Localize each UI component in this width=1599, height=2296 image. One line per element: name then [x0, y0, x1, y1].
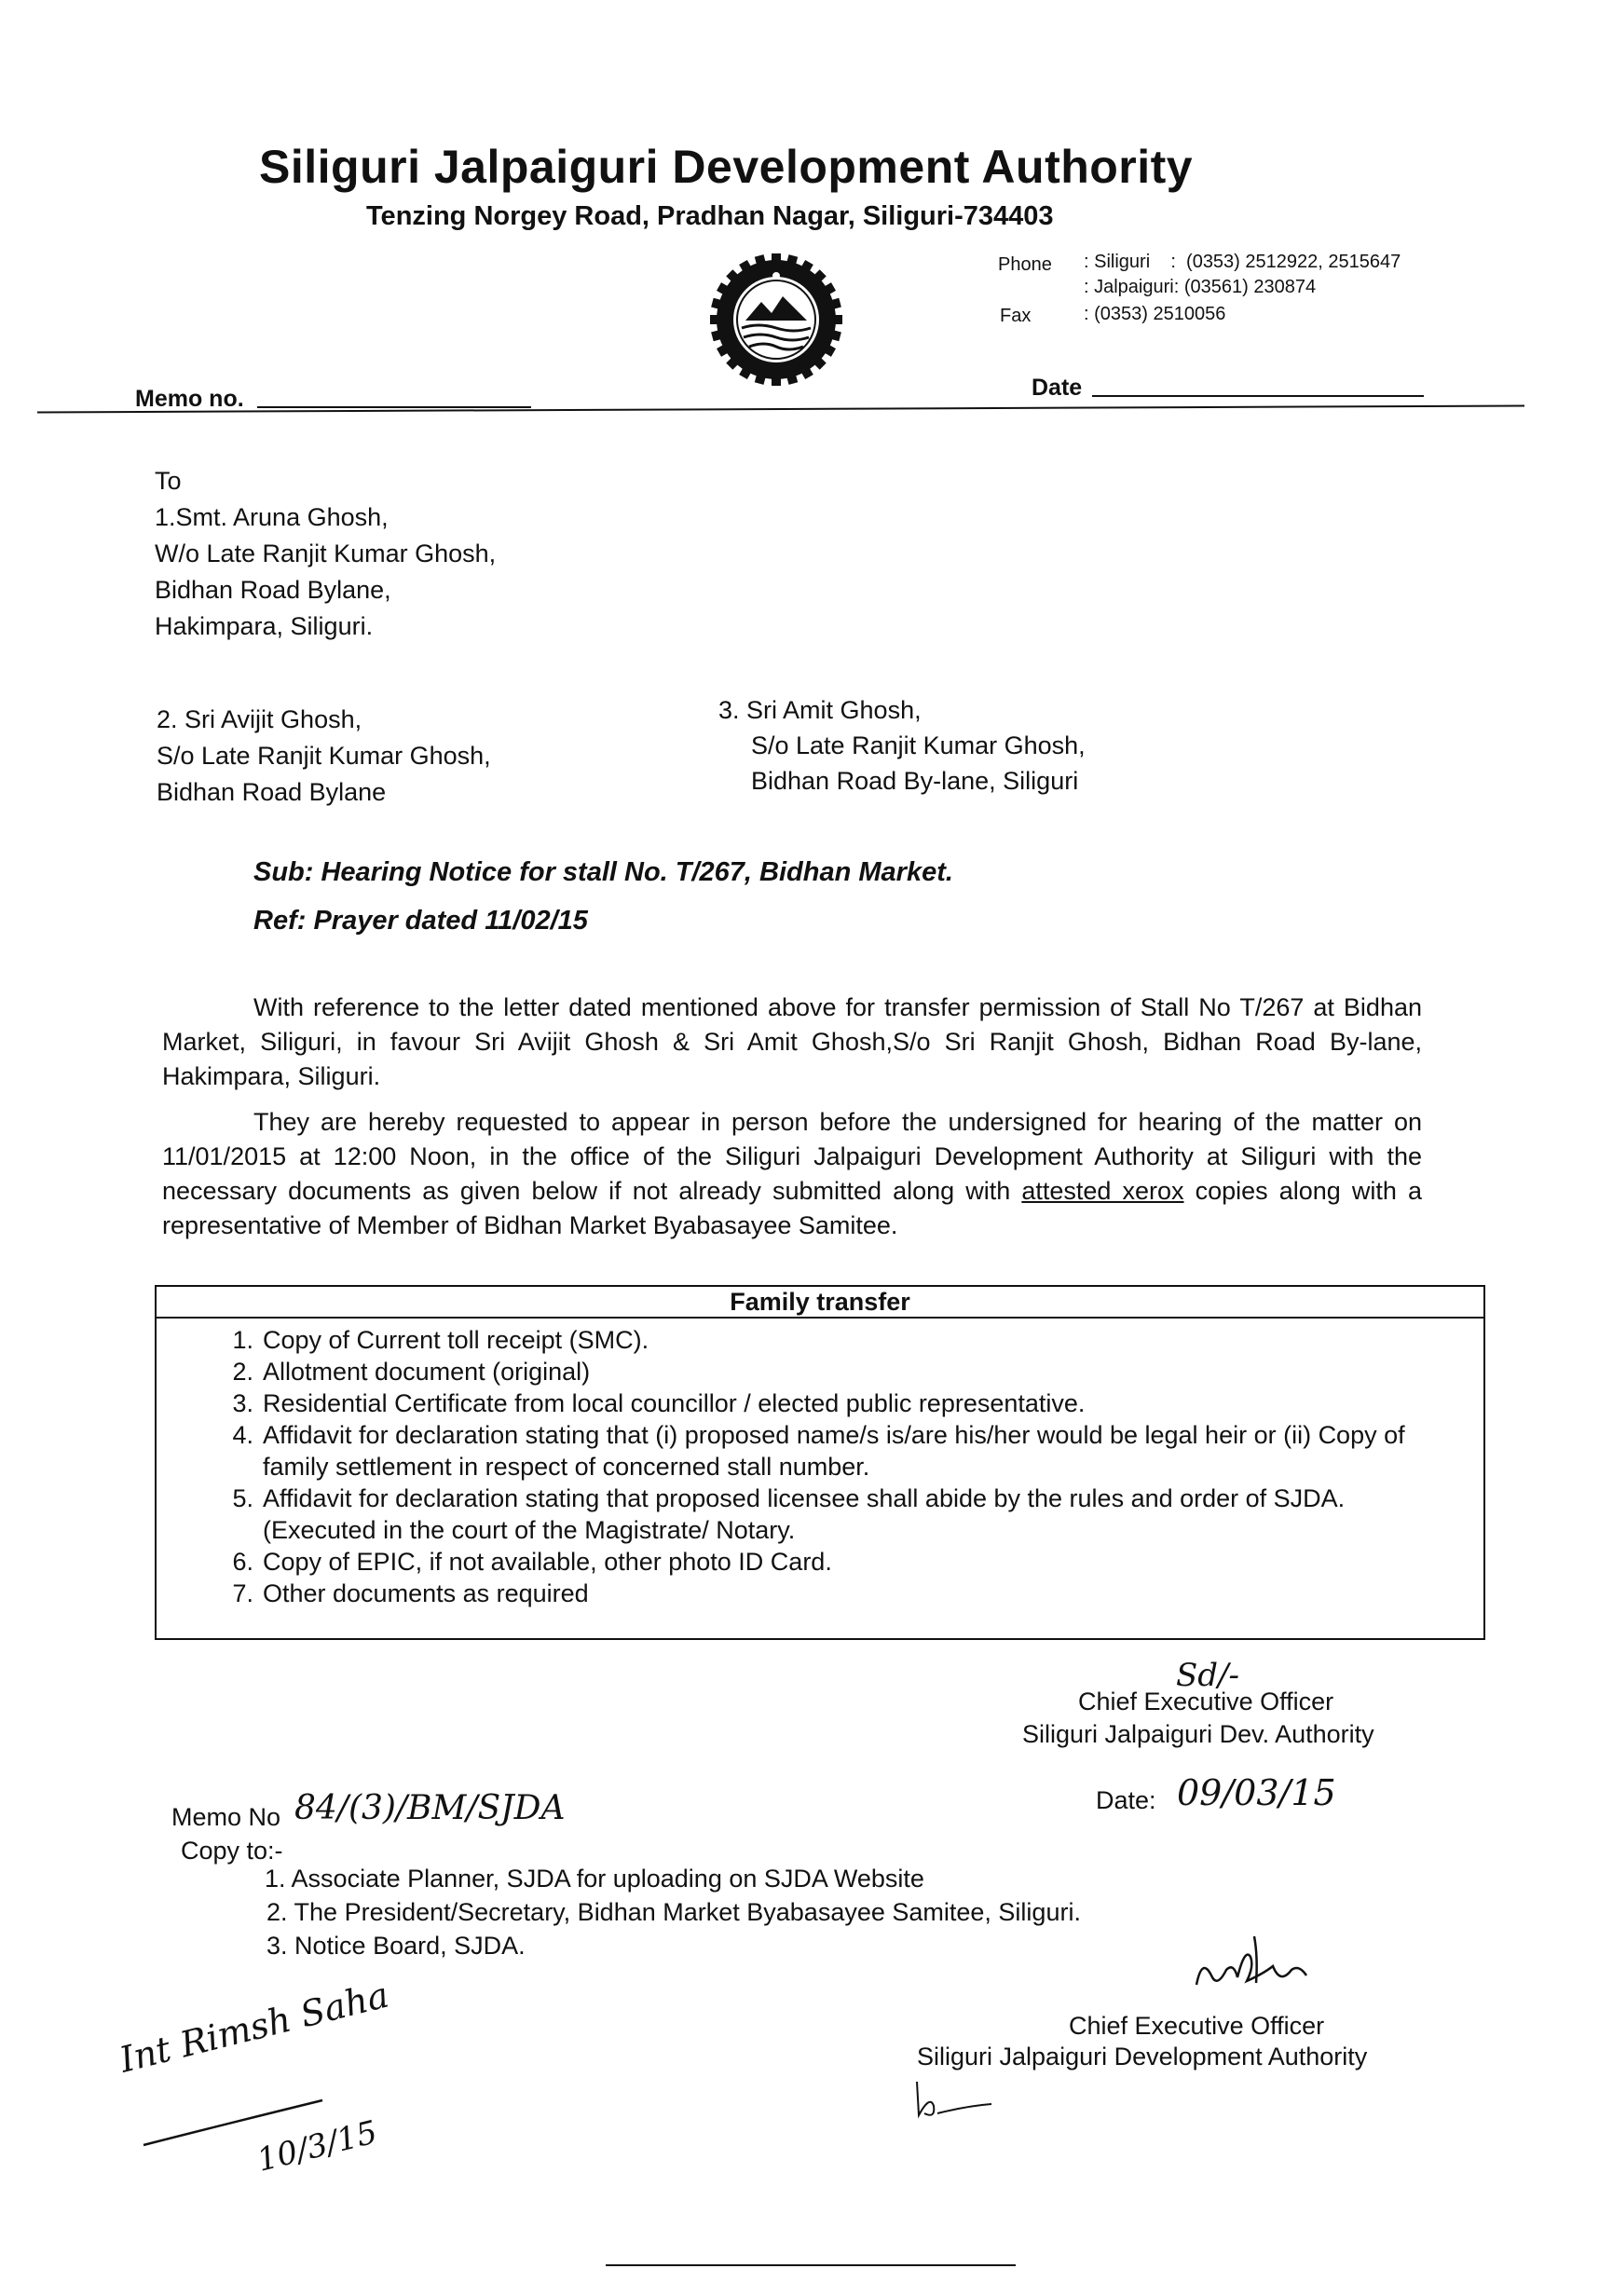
copy-item-text: Notice Board, SJDA.: [294, 1932, 526, 1960]
memo-no-label: Memo No: [171, 1803, 281, 1831]
date-blank-line: [1092, 395, 1424, 397]
list-item: [212, 1546, 1461, 1578]
recipient-3-name: 3. Sri Amit Ghosh,: [718, 696, 922, 724]
memo-no-handwritten: 84/(3)/BM/SJDA: [294, 1789, 566, 1827]
list-item-text: Affidavit for declaration stating that (i) proposed name/s is/are his/her would be legal heir or (ii) Copy of family settlement in respect of concerned stall number.: [263, 1421, 1405, 1481]
list-item-number: 1.: [232, 1326, 253, 1354]
list-item: [212, 1419, 1461, 1483]
body-paragraph-2-end: copies along with a representative of Member of Bidhan Market Byabasayee Samitee.: [162, 1177, 1422, 1239]
emblem-gear-tooth: [772, 373, 781, 386]
attested-xerox-text: attested xerox: [1021, 1177, 1184, 1205]
recipient-1-relation: W/o Late Ranjit Kumar Ghosh,: [155, 540, 497, 567]
list-item-text: Other documents as required: [263, 1579, 589, 1607]
recipient-to-label: To: [155, 467, 182, 495]
list-item-number: 4.: [232, 1421, 253, 1449]
recipient-1-street: Bidhan Road Bylane,: [155, 576, 391, 604]
margin-handwritten-note: Int Rimsh Saha: [116, 1974, 393, 2081]
emblem-gear-tooth: [829, 315, 842, 324]
fax-number: : (0353) 2510056: [1084, 304, 1226, 324]
memo-number-blank-line: [257, 406, 531, 408]
copy-item-2: [266, 1893, 1081, 1931]
copy-item-number: 2.: [266, 1898, 288, 1926]
body-paragraph-2-text: They are hereby requested to appear in person before the undersigned for hearing of the matter on 11/01/2015 at 12:00 Noon, in the office of the Siliguri Jalpaiguri Development Authority at Siliguri with the necessary documents as given below if not already submitted along with: [162, 1108, 1422, 1205]
list-item: [212, 1483, 1461, 1546]
list-item-text: Residential Certificate from local councillor / elected public representative.: [263, 1389, 1086, 1417]
signatory-1-organization: Siliguri Jalpaiguri Dev. Authority: [1022, 1720, 1374, 1748]
memo-date-label: Date:: [1096, 1786, 1156, 1814]
body-paragraph-1: With reference to the letter dated mentioned above for transfer permission of Stall No T/267 at Bidhan Market, Siliguri, in favour Sri Avijit Ghosh & Sri Amit Ghosh,S/o Sri Ranjit Ghosh, Bidhan Road By-lane, Hakimpara, Siliguri.: [162, 993, 1422, 1090]
recipient-3-street: Bidhan Road By-lane, Siliguri: [751, 767, 1079, 795]
phone-jalpaiguri: : Jalpaiguri: (03561) 230874: [1084, 277, 1317, 297]
list-item-number: 6.: [232, 1548, 253, 1576]
list-item: [212, 1387, 1461, 1419]
copy-item-number: 1.: [265, 1865, 286, 1893]
list-item-text: Copy of EPIC, if not available, other photo ID Card.: [263, 1548, 832, 1576]
initials-scribble: [911, 2078, 995, 2125]
handwritten-signature: [1189, 1929, 1329, 2003]
memo-date-handwritten: 09/03/15: [1177, 1772, 1336, 1813]
copy-item-1: [265, 1860, 924, 1897]
date-label: Date: [1032, 375, 1083, 401]
recipient-2-relation: S/o Late Ranjit Kumar Ghosh,: [157, 742, 491, 770]
recipient-2-name: 2. Sri Avijit Ghosh,: [157, 705, 362, 733]
list-item-number: 2.: [232, 1358, 253, 1386]
list-item: [212, 1324, 1461, 1356]
margin-note-date: 10/3/15: [253, 2113, 381, 2180]
signed-mark: Sd/-: [1176, 1657, 1239, 1694]
organization-address: Tenzing Norgey Road, Pradhan Nagar, Siliguri-734403: [366, 201, 1054, 231]
list-item-number: 5.: [232, 1484, 253, 1512]
reference-line: Ref: Prayer dated 11/02/15: [253, 906, 588, 936]
copy-to-label: Copy to:-: [181, 1837, 283, 1865]
recipient-1-locality: Hakimpara, Siliguri.: [155, 612, 374, 640]
copy-item-number: 3.: [266, 1932, 288, 1960]
family-transfer-box: [155, 1285, 1485, 1640]
list-item-text: Affidavit for declaration stating that proposed licensee shall abide by the rules and order of SJDA. (Executed in the court of the Magistrate/ Notary.: [263, 1484, 1346, 1544]
copy-item-3: [266, 1927, 526, 1964]
footer-line: [606, 2264, 1016, 2266]
required-documents-list: [212, 1324, 1461, 1609]
list-item: [212, 1578, 1461, 1609]
family-transfer-header: Family transfer: [157, 1287, 1483, 1319]
list-item-number: 7.: [232, 1579, 253, 1607]
signatory-2-organization: Siliguri Jalpaiguri Development Authority: [917, 2043, 1368, 2070]
list-item-text: Allotment document (original): [263, 1358, 591, 1386]
fax-label: Fax: [1000, 306, 1032, 326]
signatory-2-designation: Chief Executive Officer: [1069, 2012, 1325, 2040]
list-item-text: Copy of Current toll receipt (SMC).: [263, 1326, 649, 1354]
recipient-2-street: Bidhan Road Bylane: [157, 778, 387, 806]
copy-item-text: The President/Secretary, Bidhan Market Byabasayee Samitee, Siliguri.: [294, 1898, 1081, 1926]
list-item-number: 3.: [232, 1389, 253, 1417]
subject-line: Sub: Hearing Notice for stall No. T/267, Bidhan Market.: [253, 857, 953, 887]
phone-label: Phone: [998, 254, 1052, 275]
signatory-1-designation: Chief Executive Officer: [1078, 1688, 1334, 1715]
copy-item-text: Associate Planner, SJDA for uploading on SJDA Website: [291, 1865, 924, 1893]
emblem-gear-tooth: [710, 315, 723, 324]
list-item: [212, 1356, 1461, 1387]
emblem-gear-tooth: [772, 253, 781, 266]
recipient-1-name: 1.Smt. Aruna Ghosh,: [155, 503, 389, 531]
phone-siliguri: : Siliguri : (0353) 2512922, 2515647: [1084, 252, 1401, 272]
memo-number-label: Memo no.: [135, 386, 244, 412]
organization-name: Siliguri Jalpaiguri Development Authority: [259, 141, 1194, 193]
sjda-emblem-logo: [710, 253, 842, 386]
body-paragraph-2: [162, 1105, 1422, 1243]
recipient-3-relation: S/o Late Ranjit Kumar Ghosh,: [751, 731, 1086, 759]
